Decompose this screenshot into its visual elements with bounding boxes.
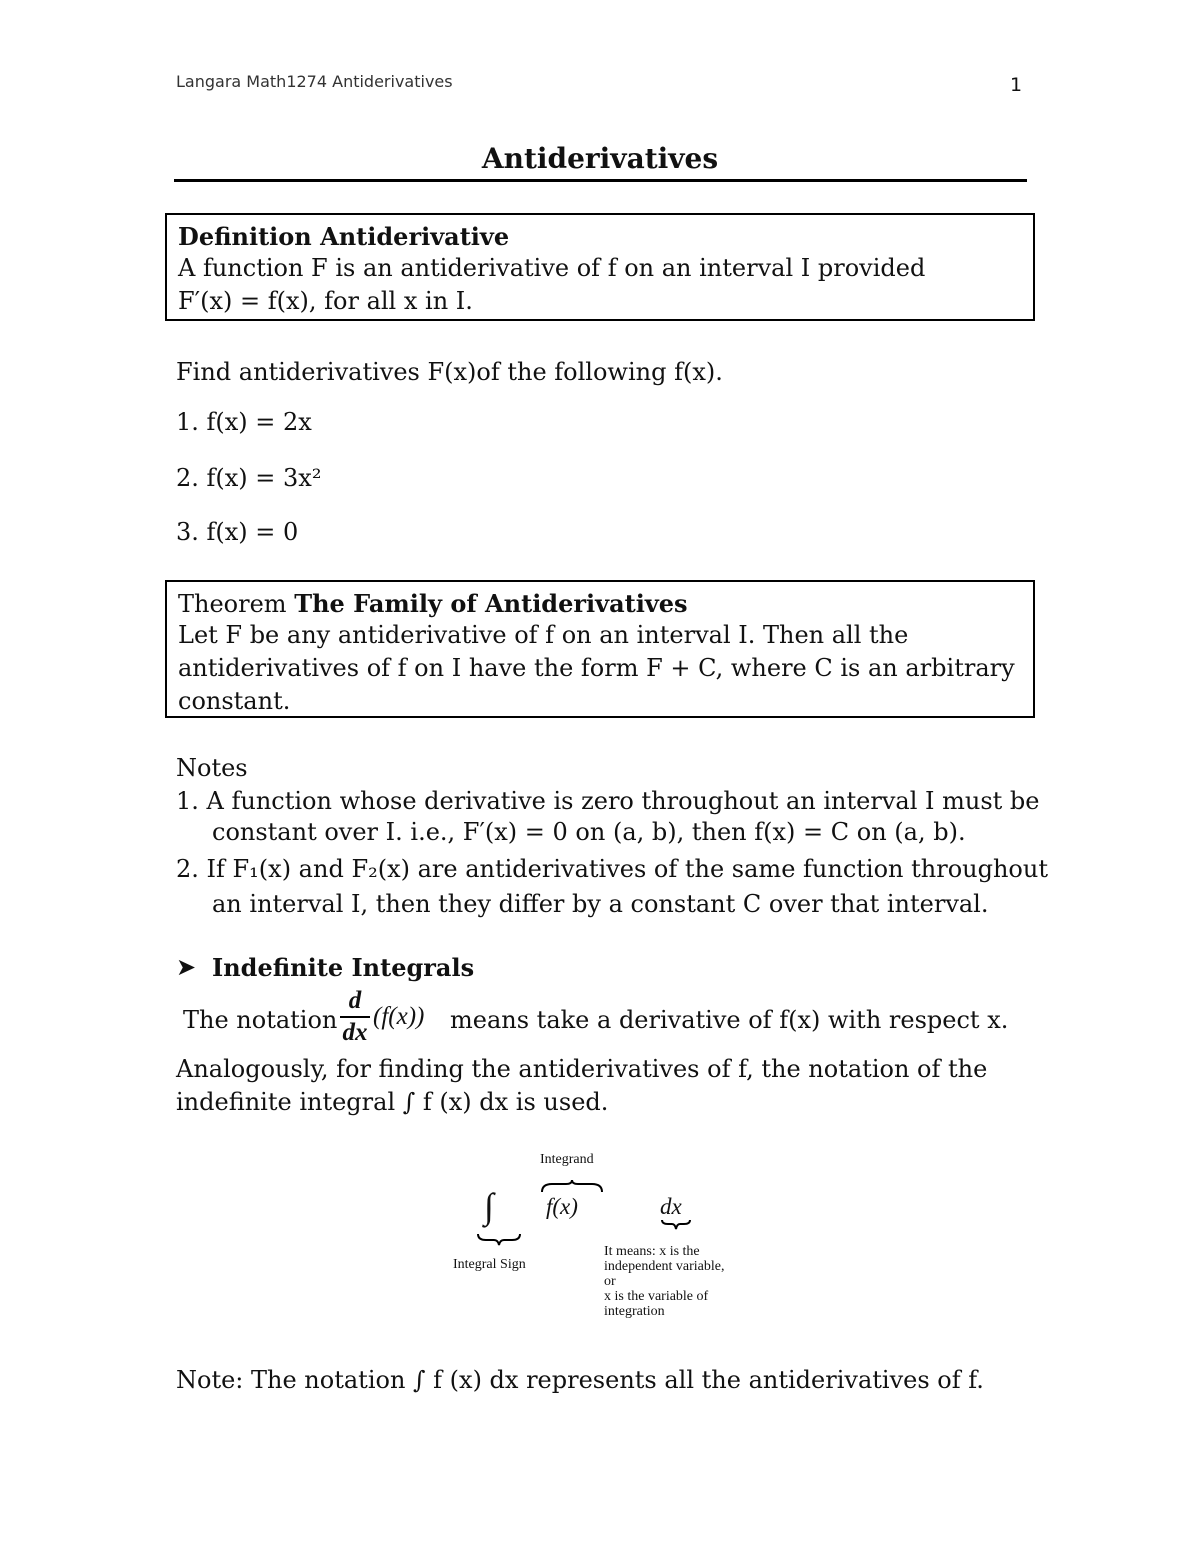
dx-explanation-line-2: independent variable, [604,1259,725,1274]
dx-explanation-line-4: x is the variable of [604,1289,709,1304]
fraction-bar [340,1016,370,1018]
differential-dx: dx [660,1194,682,1219]
fraction-argument: (f(x)) [373,1003,425,1030]
title-rule [174,179,1027,182]
bullet-arrow-icon: ➤ [176,953,197,981]
dx-explanation-line-3: or [604,1274,616,1289]
theorem-label: Theorem [178,590,287,618]
integral-sign-brace [476,1232,522,1246]
find-item-2: 2. f(x) = 3x² [176,464,322,492]
analogously-line: Analogously, for finding the antiderivatives of f, the notation of the [176,1055,988,1083]
notation-post: means take a derivative of f(x) with respect x. [450,1006,1009,1034]
definition-box [165,213,1035,321]
notation-pre: The notation [183,1006,338,1034]
notes-heading: Notes [176,754,248,782]
indefinite-heading: Indefinite Integrals [212,953,475,982]
derivative-fraction [340,988,370,1046]
note-2-line-2: an interval I, then they differ by a constant C over that interval. [212,890,989,918]
page-title: Antiderivatives [481,142,719,175]
integral-symbol: ∫ [484,1186,494,1226]
definition-heading: Definition Antiderivative [178,222,510,251]
page-number: 1 [1010,74,1023,96]
integral-sign-label: Integral Sign [453,1257,526,1272]
dx-explanation-line-1: It means: x is the [604,1244,700,1259]
theorem-line-2: antiderivatives of f on I have the form F + C, where C is an arbitrary [178,654,1015,682]
integrand-label: Integrand [540,1152,594,1167]
note-1-line-2: constant over I. i.e., F′(x) = 0 on (a, b), then f(x) = C on (a, b). [212,818,966,846]
find-item-1: 1. f(x) = 2x [176,408,312,436]
theorem-line-1: Let F be any antiderivative of f on an interval I. Then all the [178,621,909,649]
dx-brace [660,1218,692,1230]
theorem-line-3: constant. [178,687,291,715]
note-1-line-1: 1. A function whose derivative is zero throughout an interval I must be [176,787,1040,815]
indefinite-integral-line: indefinite integral ∫ f (x) dx is used. [176,1088,609,1116]
find-prompt: Find antiderivatives F(x)of the following f(x). [176,358,723,386]
dx-explanation [604,1244,725,1319]
definition-line-1: A function F is an antiderivative of f on an interval I provided [178,254,926,282]
dx-explanation-line-5: integration [604,1304,665,1319]
running-header: Langara Math1274 Antiderivatives [176,72,453,91]
definition-line-2: F′(x) = f(x), for all x in I. [178,287,473,315]
find-item-3: 3. f(x) = 0 [176,518,299,546]
fraction-numerator: d [348,987,362,1014]
integrand-fx: f(x) [546,1194,578,1219]
fraction-denominator: dx [342,1019,368,1046]
theorem-box [165,580,1035,718]
final-note: Note: The notation ∫ f (x) dx represents all the antiderivatives of f. [176,1366,984,1394]
note-2-line-1: 2. If F₁(x) and F₂(x) are antiderivatives of the same function throughout [176,855,1048,883]
theorem-title: The Family of Antiderivatives [294,589,688,618]
theorem-heading [178,588,688,620]
